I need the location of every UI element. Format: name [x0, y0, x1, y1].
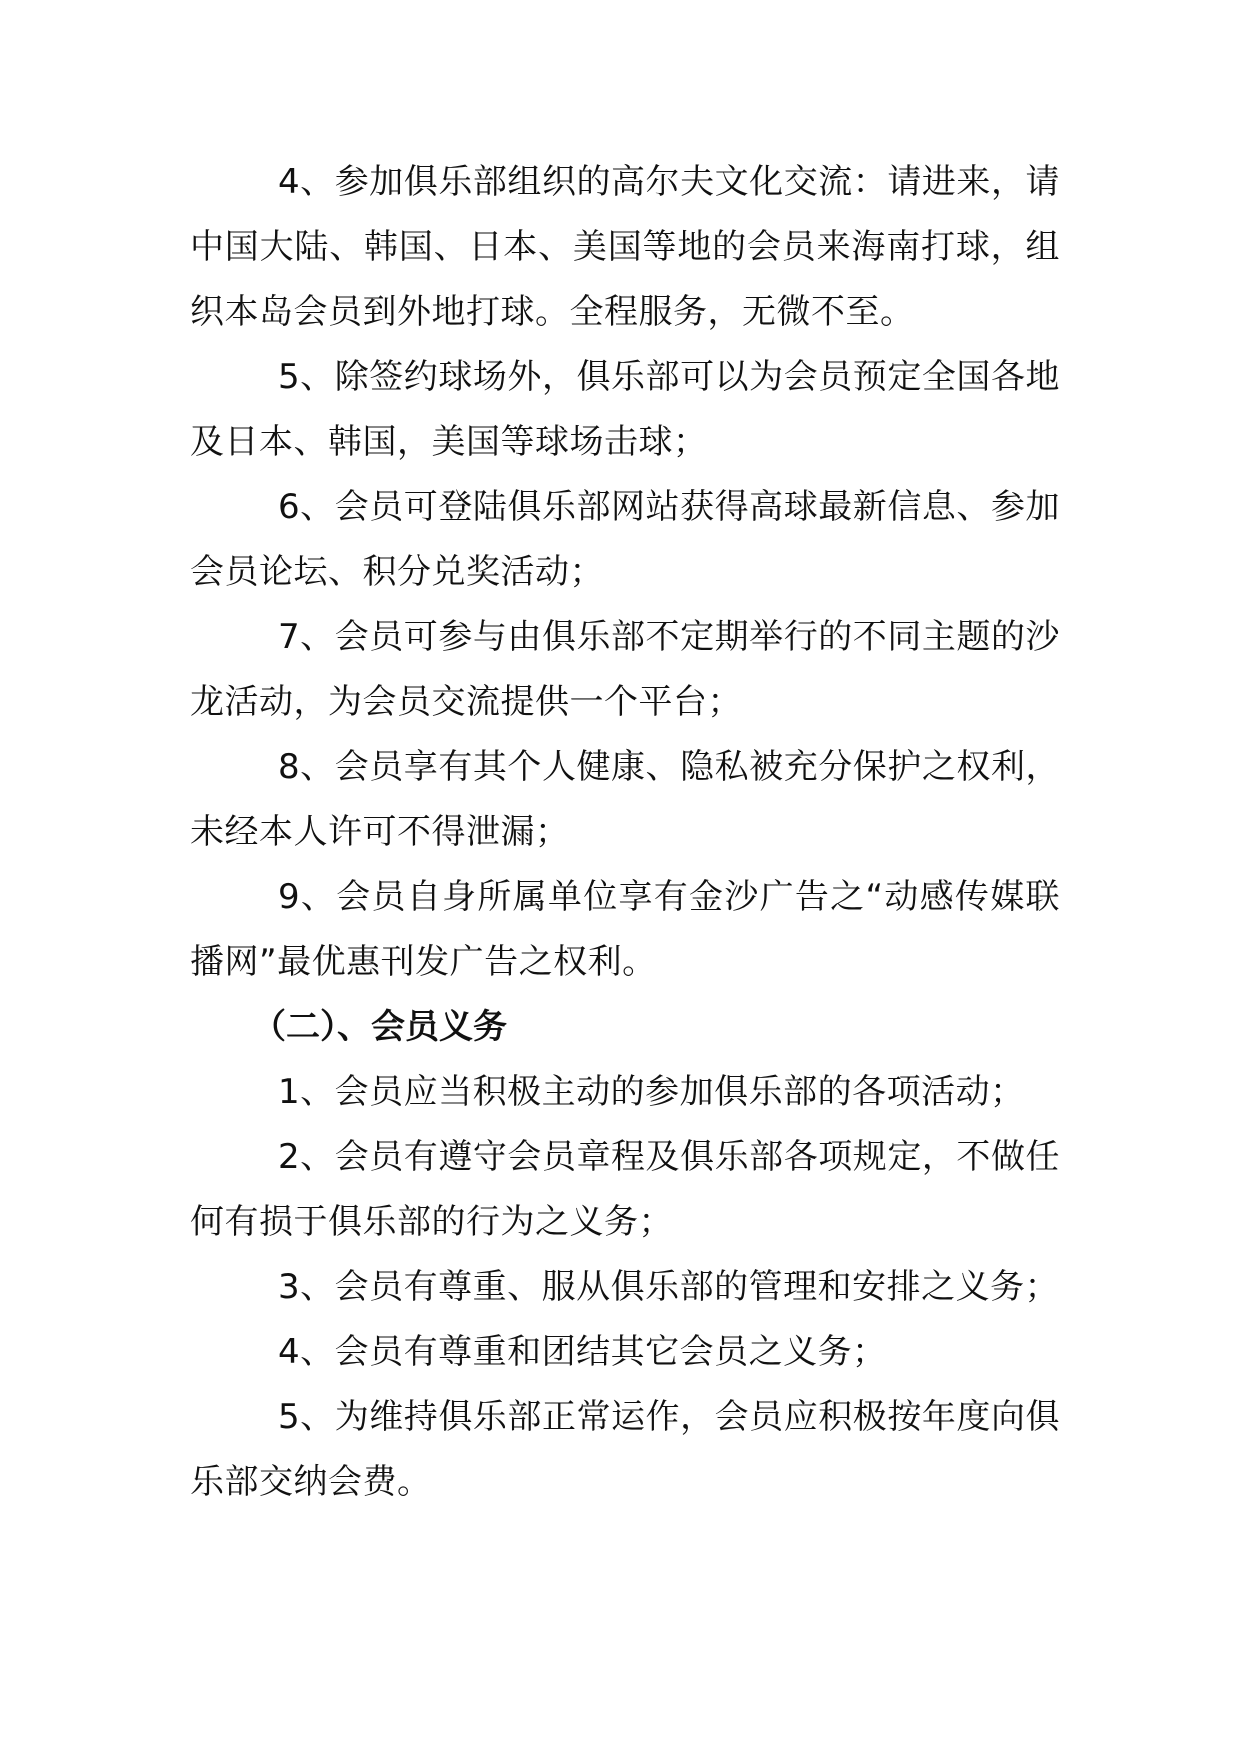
rights-item-5: 5、除签约球场外，俱乐部可以为会员预定全国各地及日本、韩国，美国等球场击球； [190, 357, 1060, 462]
rights-item-6: 6、会员可登陆俱乐部网站获得高球最新信息、参加会员论坛、积分兑奖活动； [190, 487, 1060, 592]
rights-item-7: 7、会员可参与由俱乐部不定期举行的不同主题的沙龙活动，为会员交流提供一个平台； [190, 617, 1060, 722]
obligation-item-5: 5、为维持俱乐部正常运作，会员应积极按年度向俱乐部交纳会费。 [190, 1397, 1060, 1502]
obligation-item-4: 4、会员有尊重和团结其它会员之义务； [278, 1332, 887, 1372]
rights-item-9: 9、会员自身所属单位享有金沙广告之“动感传媒联播网”最优惠刊发广告之权利。 [190, 877, 1060, 982]
rights-item-8: 8、会员享有其个人健康、隐私被充分保护之权利，未经本人许可不得泄漏； [190, 747, 1060, 852]
document-page [190, 150, 1060, 1515]
obligation-item-2: 2、会员有遵守会员章程及俱乐部各项规定，不做任何有损于俱乐部的行为之义务； [190, 1137, 1060, 1242]
obligations-heading: （二）、会员义务 [252, 1007, 507, 1047]
rights-item-4: 4、参加俱乐部组织的高尔夫文化交流：请进来，请中国大陆、韩国、日本、美国等地的会员来海南打球，组织本岛会员到外地打球。全程服务，无微不至。 [190, 162, 1060, 332]
obligation-item-1: 1、会员应当积极主动的参加俱乐部的各项活动； [278, 1072, 1025, 1112]
obligation-item-3: 3、会员有尊重、服从俱乐部的管理和安排之义务； [278, 1267, 1060, 1307]
